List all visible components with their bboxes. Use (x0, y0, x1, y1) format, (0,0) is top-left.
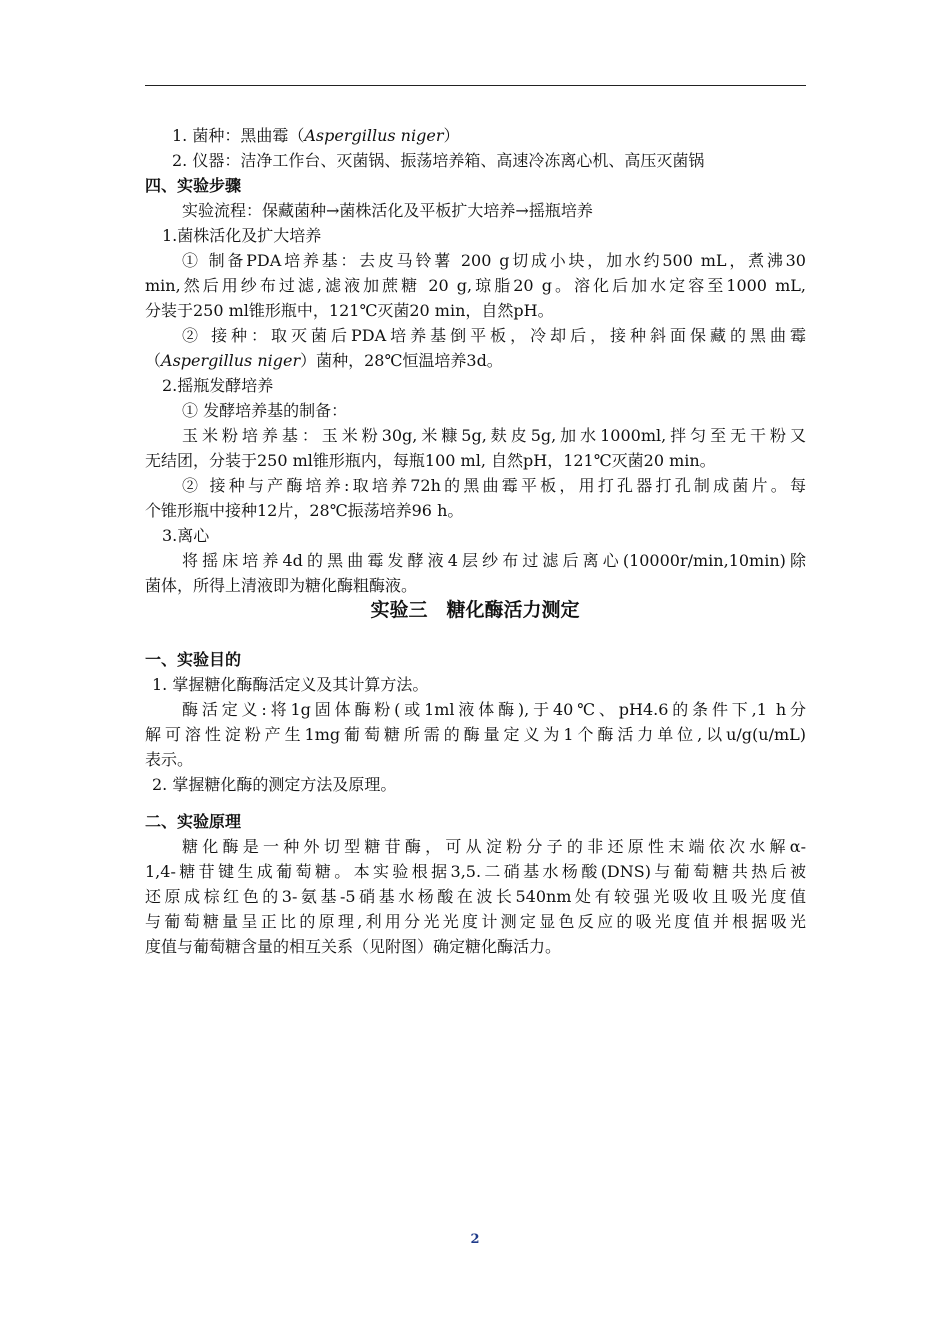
principle-heading: 二、实验原理 (145, 812, 242, 831)
step2-medium-line1: 玉米粉培养基：玉米粉30g,米糠5g,麸皮5g,加水1000ml,拌匀至无干粉又 (182, 426, 806, 445)
principle-line1: 糖化酶是一种外切型糖苷酶，可从淀粉分子的非还原性末端依次水解α- (182, 837, 806, 856)
step1-b-line1: ② 接种：取灭菌后PDA培养基倒平板，冷却后，接种斜面保藏的黑曲霉 (182, 326, 806, 345)
step3-title: 3.离心 (162, 526, 210, 545)
principle-line4: 与葡萄糖量呈正比的原理,利用分光光度计测定显色反应的吸光度值并根据吸光 (145, 912, 806, 931)
definition-line3: 表示。 (145, 750, 194, 769)
strain-latin-name: Aspergillus niger (304, 126, 444, 145)
purpose-item-1: 1. 掌握糖化酶酶活定义及其计算方法。 (152, 675, 429, 694)
step1-b-line2 (145, 349, 806, 373)
experiment3-title: 实验三 糖化酶活力测定 (370, 599, 580, 621)
strain-suffix: ） (443, 126, 460, 145)
strain-latin-name: Aspergillus niger (161, 351, 301, 370)
step2-b-line1: ② 接种与产酶培养:取培养72h的黑曲霉平板，用打孔器打孔制成菌片。每 (182, 476, 806, 495)
step1-a-line3: 分装于250 ml锥形瓶中，121℃灭菌20 min，自然pH。 (145, 301, 554, 320)
materials-item-instruments: 2. 仪器：洁净工作台、灭菌锅、振荡培养箱、高速冷冻离心机、高压灭菌锅 (172, 151, 705, 170)
step2-medium-line2: 无结团，分装于250 ml锥形瓶内，每瓶100 ml, 自然pH，121℃灭菌20 min。 (145, 451, 716, 470)
page-number: 2 (470, 1232, 480, 1247)
step2-title: 2.摇瓶发酵培养 (162, 376, 274, 395)
definition-line1: 酶活定义:将1g固体酶粉(或1ml液体酶),于40℃、pH4.6的条件下,1 h分 (182, 700, 806, 719)
header-rule (145, 85, 806, 86)
section4-heading: 四、实验步骤 (145, 176, 242, 195)
principle-line3: 还原成棕红色的3-氨基-5硝基水杨酸在波长540nm处有较强光吸收且吸光度值 (145, 887, 806, 906)
principle-line5: 度值与葡萄糖含量的相互关系（见附图）确定糖化酶活力。 (145, 937, 562, 956)
strain-prefix: （ (145, 351, 162, 370)
step1-a-line1: ① 制备PDA培养基：去皮马铃薯 200 g切成小块，加水约500 mL，煮沸30 (182, 251, 806, 270)
purpose-item-2: 2. 掌握糖化酶的测定方法及原理。 (152, 775, 397, 794)
purpose-heading: 一、实验目的 (145, 650, 242, 669)
step2-b-line2: 个锥形瓶中接种12片，28℃振荡培养96 h。 (145, 501, 464, 520)
step1-title: 1.菌株活化及扩大培养 (162, 226, 322, 245)
inoculation-suffix: ）菌种，28℃恒温培养3d。 (300, 351, 503, 370)
materials-item-strain (172, 124, 459, 148)
strain-prefix: 1. 菌种：黑曲霉（ (172, 126, 305, 145)
step2-a: ① 发酵培养基的制备： (182, 401, 348, 420)
step1-a-line2: min,然后用纱布过滤,滤液加蔗糖 20 g,琼脂20 g。溶化后加水定容至1000 mL, (145, 276, 806, 295)
principle-line2: 1,4-糖苷键生成葡萄糖。本实验根据3,5.二硝基水杨酸(DNS)与葡萄糖共热后被 (145, 862, 806, 881)
definition-line2: 解可溶性淀粉产生1mg葡萄糖所需的酶量定义为1个酶活力单位,以u/g(u/mL) (145, 725, 806, 744)
step3-line2: 菌体，所得上清液即为糖化酶粗酶液。 (145, 576, 418, 595)
step3-line1: 将摇床培养4d的黑曲霉发酵液4层纱布过滤后离心(10000r/min,10min)除 (182, 551, 806, 570)
flow-text: 实验流程：保藏菌种→菌株活化及平板扩大培养→摇瓶培养 (182, 201, 593, 220)
